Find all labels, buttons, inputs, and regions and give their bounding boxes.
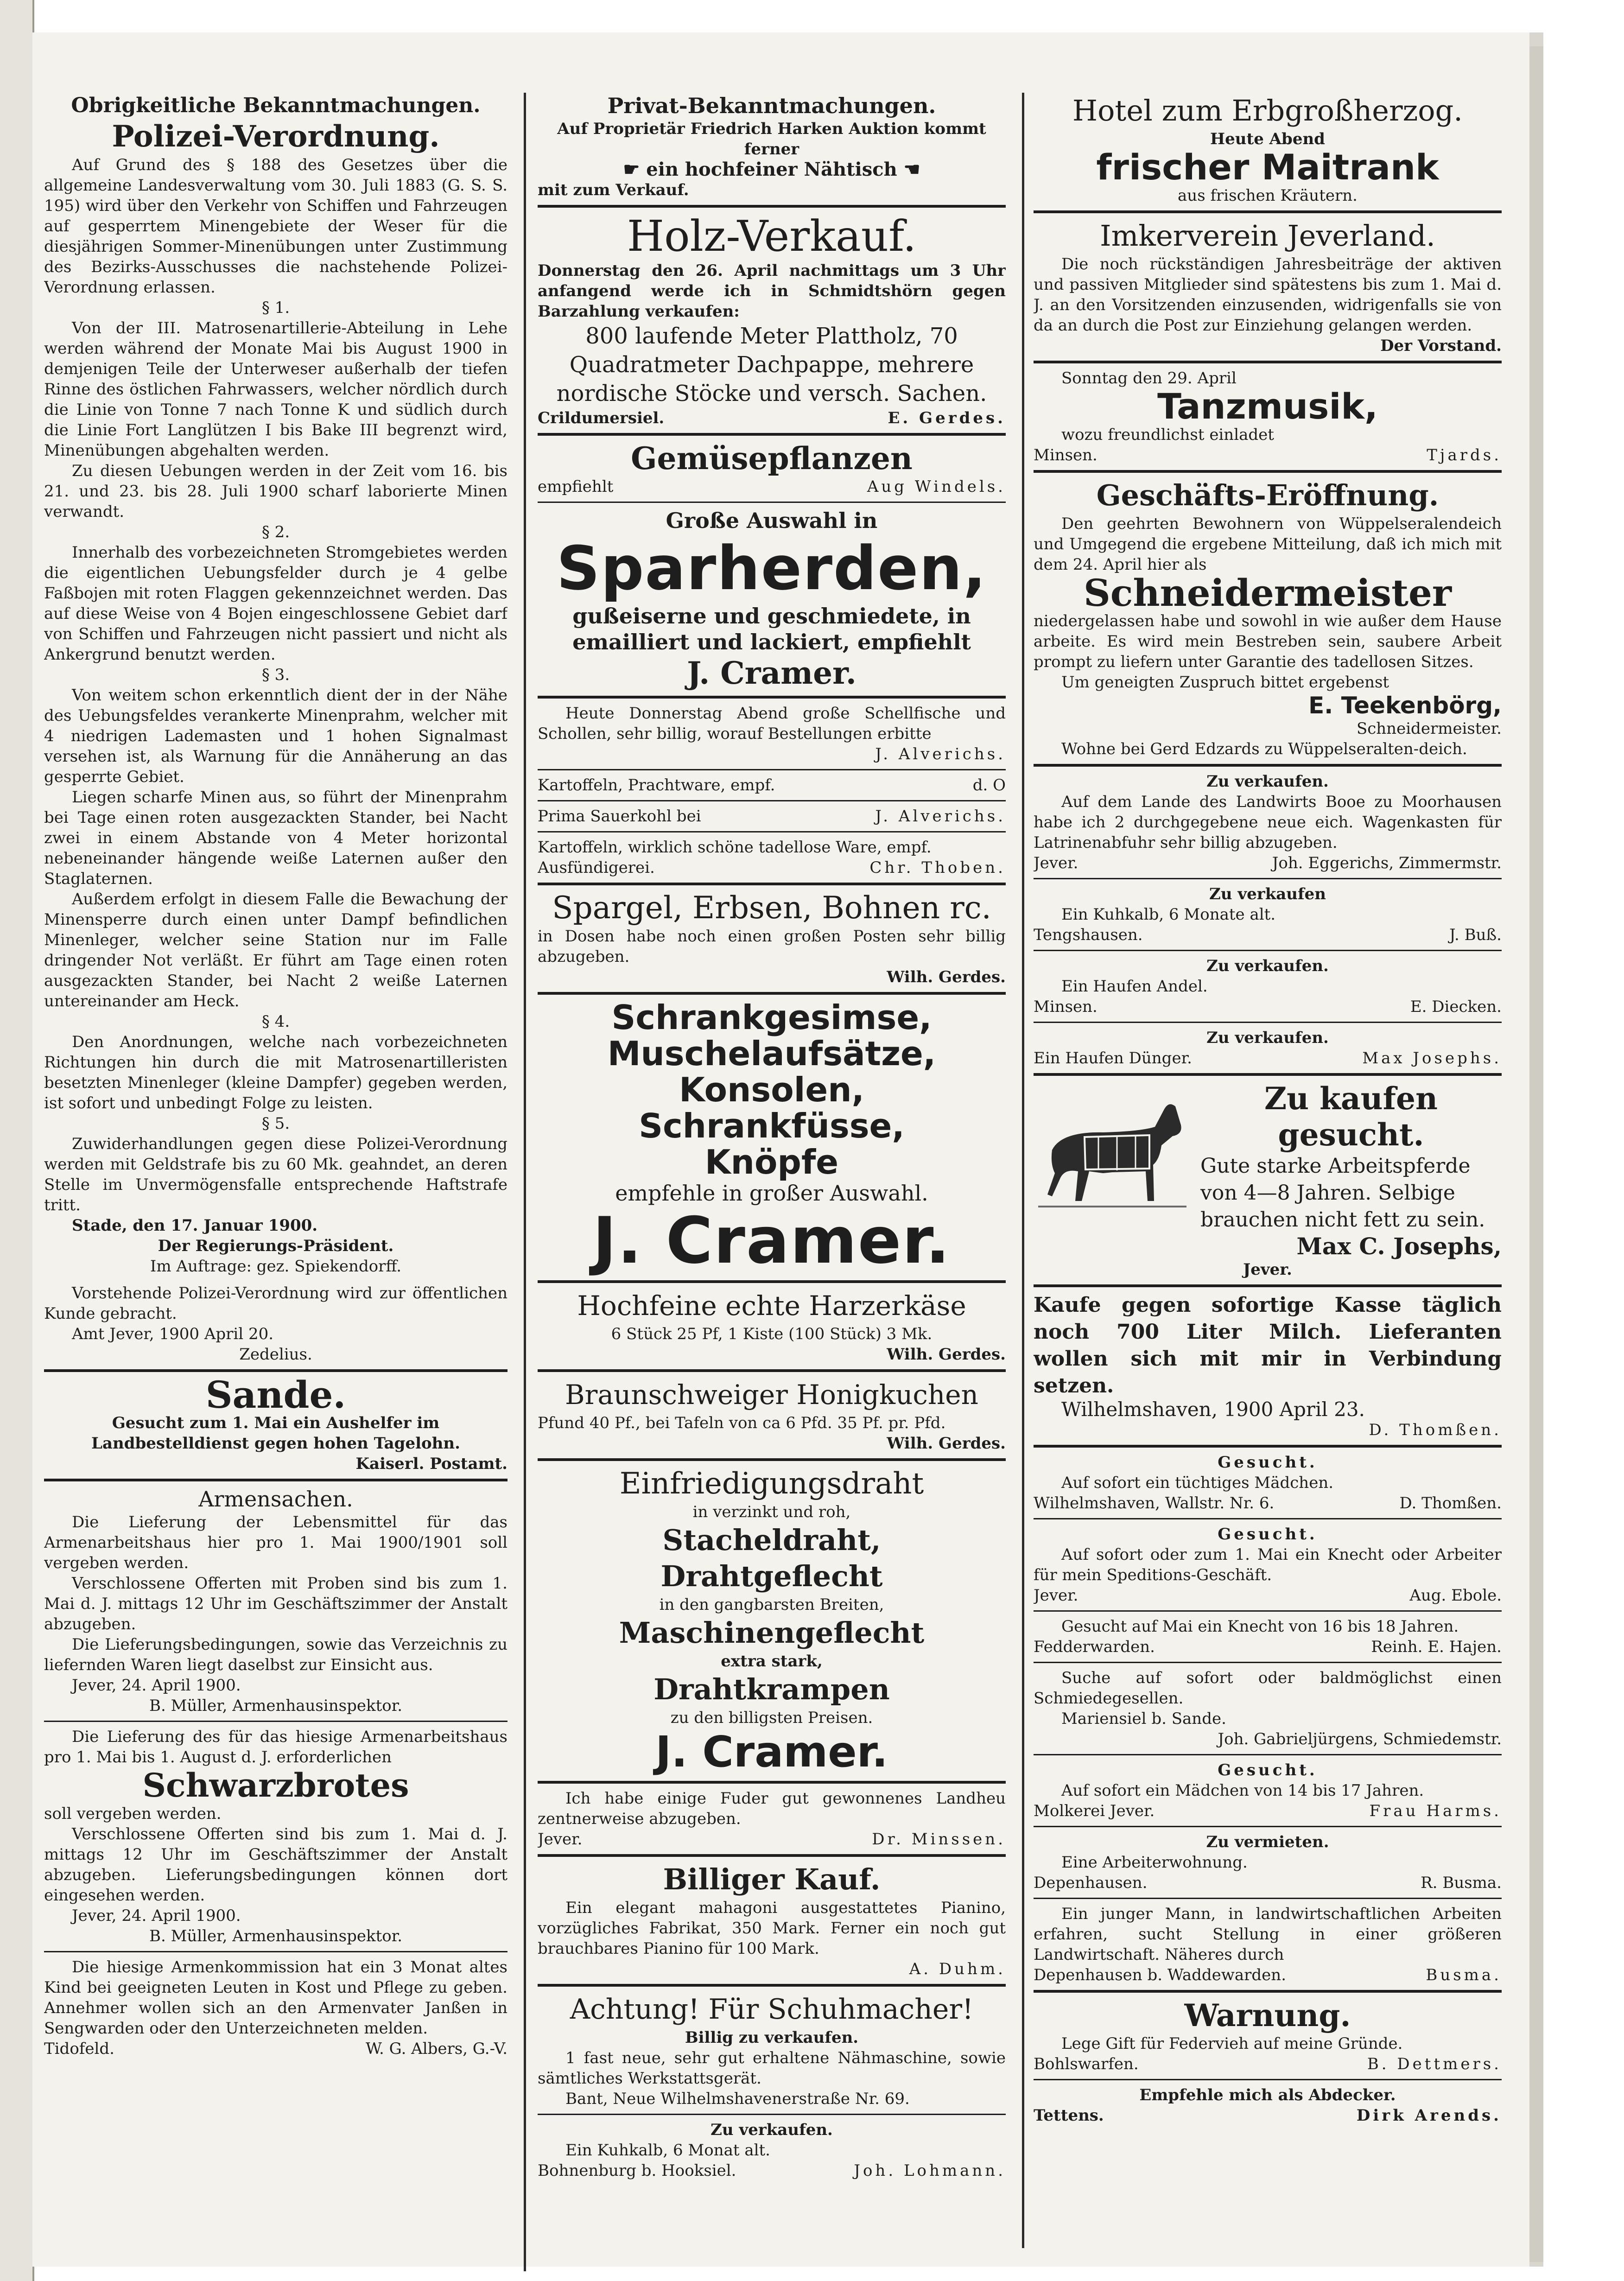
brot-title: Schwarzbrotes	[142, 1766, 409, 1804]
kauf-title: Billiger Kauf.	[663, 1862, 881, 1896]
moebel-line: Konsolen,	[679, 1070, 864, 1109]
brot-text: Verschlossene Offerten sind bis zum 1. Mai d. J. mittags 12 Uhr im Geschäftszimmer der Anstalt abzugeben. Lieferungsbedingungen können dort eingesehen werden.	[44, 1825, 508, 1905]
divider	[44, 1479, 508, 1481]
verk3-title: Zu verkaufen.	[1206, 957, 1329, 975]
geschaeft-text: Den geehrten Bewohnern von Wüppelseralendeich und Umgegend die ergebene Mitteilung, daß ich mich mit dem 24. April hier als	[1034, 515, 1502, 574]
police-note: Vorstehende Polizei-Verordnung wird zur öffentlichen Kunde gebracht.	[44, 1284, 508, 1323]
brot-text: Die Lieferung des für das hiesige Armenarbeitshaus pro 1. Mai bis 1. August d. J. erforderlichen	[44, 1728, 508, 1766]
kuh-text: Ein Kuhkalb, 6 Monat alt.	[565, 2141, 770, 2160]
divider	[1034, 1754, 1502, 1755]
geschaeft-big: Schneidermeister	[1083, 571, 1452, 615]
pferde-text: Gute starke Arbeitspferde von 4—8 Jahren. Selbige brauchen nicht fett zu sein.	[1200, 1154, 1485, 1232]
divider	[1034, 1073, 1502, 1076]
hotel-sub: Heute Abend	[1210, 130, 1325, 148]
divider	[1034, 2079, 1502, 2080]
tanz-top: Sonntag den 29. April	[1061, 369, 1237, 388]
divider	[1034, 1022, 1502, 1023]
column-private	[538, 93, 1006, 2253]
divider	[538, 2114, 1006, 2115]
tanz-sub: wozu freundlichst einladet	[1061, 426, 1274, 444]
schuh-title: Achtung! Für Schuhmacher!	[570, 1993, 974, 2026]
pferde-sig: Max C. Josephs,	[1296, 1233, 1502, 1260]
geschaeft-sig2: Schneidermeister.	[1356, 719, 1502, 738]
police-text: Liegen scharfe Minen aus, so führt der Minenprahm bei Tage einen roten ausgezackten Stander, bei Nacht zwei in einem Abstande von 4 Meter horizontal nebeneinander hängende weiße Laternen außer den Staglaternen.	[44, 788, 508, 888]
gemuese-title: Gemüsepflanzen	[631, 440, 913, 477]
ges4-text: Suche auf sofort oder baldmöglichst einen Schmiedegesellen.	[1034, 1669, 1502, 1708]
brot-sig: B. Müller, Armenhausinspektor.	[149, 1927, 403, 1945]
hotel-title: Hotel zum Erbgroßherzog.	[1072, 94, 1463, 127]
sparherde-title: Sparherden,	[556, 533, 987, 604]
schuh-text: 1 fast neue, sehr gut erhaltene Nähmaschine, sowie sämtliches Werkstattsgerät.	[538, 2049, 1006, 2088]
police-signed: Im Auftrage: gez. Spiekendorff.	[150, 1257, 402, 1276]
draht-line: Maschinengeflecht	[619, 1616, 925, 1650]
police-title: Polizei-Verordnung.	[112, 119, 440, 154]
divider	[1034, 470, 1502, 473]
warnung-title: Warnung.	[1184, 1997, 1351, 2033]
imker-sig: Der Vorstand.	[1380, 337, 1502, 355]
kauf-sig: A. Duhm.	[909, 1960, 1006, 1978]
verk1-signature-row: Jever. Joh. Eggerichs, Zimmermstr.	[1034, 854, 1502, 872]
divider	[538, 800, 1006, 801]
column-official	[44, 93, 508, 2253]
divider	[1034, 764, 1502, 767]
divider	[1034, 210, 1502, 213]
warnung-signature-row: Bohlswarfen. B. Dettmers.	[1034, 2055, 1502, 2073]
ges1-signature-row: Wilhelmshaven, Wallstr. Nr. 6. D. Thomßen.	[1034, 1494, 1502, 1512]
armen-title: Armensachen.	[198, 1487, 353, 1512]
divider	[1034, 1898, 1502, 1899]
divider	[538, 1854, 1006, 1857]
draht-sub: in den gangbarsten Breiten,	[659, 1595, 884, 1614]
kind-sig: W. G. Albers, G.-V.	[366, 2040, 508, 2058]
kauf-text: Ein elegant mahagoni ausgestattetes Pianino, vorzügliches Fabrikat, 350 Mark. Ferner ein noch gut brauchbares Pianino für 100 Mark.	[538, 1899, 1006, 1958]
verk3-signature-row: Minsen. E. Diecken.	[1034, 998, 1502, 1016]
ges5-signature-row: Molkerei Jever. Frau Harms.	[1034, 1802, 1502, 1820]
armen-text: Die Lieferung der Lebensmittel für das Armenarbeitshaus hier pro 1. Mai 1900/1901 soll vergeben werden.	[44, 1513, 508, 1572]
moebel-sub: empfehle in großer Auswahl.	[615, 1181, 928, 1206]
ges5-title: Gesucht.	[1218, 1761, 1318, 1779]
police-amt-sig: Zedelius.	[239, 1345, 312, 1364]
moebel-line: Schrankfüsse,	[639, 1106, 905, 1145]
kuh-signature-row: Bohnenburg b. Hooksiel. Joh. Lohmann.	[538, 2161, 1006, 2180]
column-rule	[1022, 93, 1024, 2248]
gemuese-signature-row: empfiehlt Aug Windels.	[538, 477, 1006, 496]
sauerkohl-row: Prima Sauerkohl bei J. Alverichs.	[538, 807, 1006, 826]
tanz-title: Tanzmusik,	[1157, 386, 1378, 427]
divider	[1034, 878, 1502, 879]
imker-text: Die noch rückständigen Jahresbeiträge der aktiven und passiven Mitglieder sind spätestens bis zum 1. Mai d. J. an den Vorsitzenden einzusenden, widrigenfalls sie von da an durch die Post zur Einziehung gelangen werden.	[1034, 255, 1502, 335]
police-text: Zu diesen Uebungen werden in der Zeit vom 16. bis 21. und 23. bis 28. Juli 1900 scharf laborierte Minen verwandt.	[44, 462, 508, 521]
divider	[538, 769, 1006, 770]
fische-sig: J. Alverichs.	[875, 745, 1006, 763]
section-title: Privat-Bekanntmachungen.	[607, 93, 936, 118]
kartoffeln-row: Kartoffeln, Prachtware, empf. d. O	[538, 776, 1006, 794]
ges2-title: Gesucht.	[1218, 1525, 1318, 1544]
verk1-text: Auf dem Lande des Landwirts Booe zu Moorhausen habe ich 2 durchgegebene neue eich. Wagenkasten für Latrinenabfuhr sehr billig abzugeben.	[1034, 793, 1502, 852]
milch-text: Kaufe gegen sofortige Kasse täglich noch 700 Liter Milch. Lieferanten wollen sich mit mir in Verbindung setzen.	[1034, 1293, 1502, 1398]
kaese-sig: Wilh. Gerdes.	[887, 1345, 1006, 1364]
divider	[1034, 1610, 1502, 1612]
mann-text: Ein junger Mann, in landwirtschaftlichen Arbeiten erfahren, sucht Stellung in einer größeren Landwirtschaft. Näheres durch	[1034, 1905, 1502, 1964]
draht-sig: J. Cramer.	[655, 1727, 888, 1777]
divider	[1034, 1445, 1502, 1448]
verk2-title: Zu verkaufen	[1209, 885, 1326, 903]
draht-sub: extra stark,	[721, 1652, 823, 1671]
page-edge	[1529, 46, 1543, 2262]
divider	[1034, 1284, 1502, 1287]
hotel-big: frischer Maitrank	[1096, 146, 1439, 188]
geschaeft-text: niedergelassen habe und sowohl in wie außer dem Hause arbeite. Es wird mein Bestreben sein, saubere Arbeit prompt zu liefern unter Garantie des tadellosen Sitzes.	[1034, 612, 1502, 671]
honig-title: Braunschweiger Honigkuchen	[565, 1379, 978, 1411]
pointing-hand-icon: ☛	[623, 159, 640, 180]
holz-title: Holz-Verkauf.	[627, 211, 917, 261]
divider	[538, 433, 1006, 436]
divider	[44, 1369, 508, 1372]
police-text: Innerhalb des vorbezeichneten Stromgebietes werden die eigentlichen Uebungsfelder durch je 4 gelbe Faßbojen mit roten Flaggen gekennzeichnet werden. Das auf diese Weise von 4 Bojen eingeschlossene Gebiet darf von Schiffen und Fahrzeugen nicht passiert und nicht als Ankergrund benutzt werden.	[44, 543, 508, 664]
verm-text: Eine Arbeiterwohnung.	[1061, 1853, 1248, 1872]
holz-text: Donnerstag den 26. April nachmittags um 3 Uhr anfangend werde ich in Schmidtshörn gegen Barzahlung verkaufen:	[538, 261, 1006, 321]
dung-signature-row: Jever. Dr. Minssen.	[538, 1830, 1006, 1849]
divider	[1034, 950, 1502, 951]
paragraph-mark: § 5.	[261, 1114, 290, 1133]
divider	[1034, 1990, 1502, 1993]
draht-line: Drahtkrampen	[653, 1672, 890, 1706]
honig-text: Pfund 40 Pf., bei Tafeln von ca 6 Pfd. 35 Pf. pr. Pfd.	[538, 1414, 946, 1432]
paragraph-mark: § 4.	[261, 1012, 290, 1031]
verk2-signature-row: Tengshausen. J. Buß.	[1034, 926, 1502, 944]
ges3-signature-row: Fedderwarden. Reinh. E. Hajen.	[1034, 1638, 1502, 1656]
divider	[1034, 1518, 1502, 1519]
pointing-hand-icon: ☚	[903, 159, 920, 180]
column-rule	[524, 93, 526, 2271]
divider	[538, 883, 1006, 885]
auction-text: mit zum Verkauf.	[538, 181, 689, 199]
divider	[538, 696, 1006, 699]
ges4-place: Mariensiel b. Sande.	[1061, 1709, 1226, 1728]
moebel-sig: J. Cramer.	[592, 1203, 951, 1278]
verk4-signature-row: Ein Haufen Dünger. Max Josephs.	[1034, 1049, 1502, 1067]
divider	[538, 502, 1006, 503]
sparherde-line: emailliert und lackiert, empfiehlt	[572, 629, 971, 654]
paragraph-mark: § 2.	[261, 523, 290, 541]
geschaeft-text: Um geneigten Zuspruch bittet ergebenst	[1061, 673, 1389, 692]
kartoffeln2-text: Kartoffeln, wirklich schöne tadellose Ware, empf.	[538, 838, 932, 857]
section-title: Obrigkeitliche Bekanntmachungen.	[71, 94, 481, 117]
ges2-text: Auf sofort oder zum 1. Mai ein Knecht oder Arbeiter für mein Speditions-Geschäft.	[1034, 1545, 1502, 1584]
geschaeft-text: Wohne bei Gerd Edzards zu Wüppelseralten-deich.	[1061, 740, 1467, 758]
verm-signature-row: Depenhausen. R. Busma.	[1034, 1874, 1502, 1892]
divider	[1034, 361, 1502, 363]
pferde-place: Jever.	[1243, 1260, 1292, 1279]
kind-place: Tidofeld.	[44, 2040, 114, 2058]
draht-sub: zu den billigsten Preisen.	[670, 1709, 873, 1727]
sande-title: Sande.	[205, 1373, 346, 1417]
armen-text: Verschlossene Offerten mit Proben sind bis zum 1. Mai d. J. mittags 12 Uhr im Geschäftszimmer der Anstalt abzugeben.	[44, 1574, 508, 1633]
police-intro: Auf Grund des § 188 des Gesetzes über die allgemeine Landesverwaltung vom 30. Juli 1883 (G. S. S. 195) wird über den Verkehr von Schiffen und Fahrzeugen auf gesperrtem Minengebiete der Weser für die diesjährigen Sommer-Minenübungen unter Zustimmung des Bezirks-Ausschusses die nachstehende Polizei-Verordnung erlassen.	[44, 156, 508, 297]
kaese-text: 6 Stück 25 Pf, 1 Kiste (100 Stück) 3 Mk.	[611, 1325, 933, 1343]
verm-title: Zu vermieten.	[1206, 1833, 1329, 1851]
fische-text: Heute Donnerstag Abend große Schellfische und Schollen, sehr billig, worauf Bestellungen erbitte	[538, 704, 1006, 743]
divider	[538, 1369, 1006, 1372]
sparherde-line: gußeiserne und geschmiedete, in	[572, 604, 971, 629]
police-place-date: Stade, den 17. Januar 1900.	[72, 1216, 318, 1235]
holz-signature-row: Crildumersiel. E. Gerdes.	[538, 409, 1006, 427]
divider	[1034, 1662, 1502, 1663]
draht-line: Stacheldraht,	[662, 1523, 881, 1557]
spargel-text: in Dosen habe noch einen großen Posten sehr billig abzugeben.	[538, 927, 1006, 966]
moebel-line: Schrankgesimse,	[611, 998, 932, 1037]
police-text: Den Anordnungen, welche nach vorbezeichneten Richtungen hin durch die mit Matrosenartilleristen besetzten Minenleger (kleine Dampfer) gegeben werden, ist sofort und unbedingt Folge zu leisten.	[44, 1033, 508, 1112]
kind-text: Die hiesige Armenkommission hat ein 3 Monat altes Kind bei geeigneten Leuten in Kost und Pflege zu geben. Annehmer wollen sich an den Armenvater Janßen in Sengwarden oder den Unterzeichneten melden.	[44, 1958, 508, 2038]
brot-date: Jever, 24. April 1900.	[72, 1906, 241, 1925]
kind-signature-row	[44, 2039, 508, 2059]
imker-title: Imkerverein Jeverland.	[1100, 219, 1435, 253]
abdecker-signature-row: Tettens. Dirk Arends.	[1034, 2106, 1502, 2125]
dung-text: Ich habe einige Fuder gut gewonnenes Landheu zentnerweise abzugeben.	[538, 1789, 1006, 1828]
verk3-text: Ein Haufen Andel.	[1061, 977, 1208, 996]
pferde-ad	[1034, 1080, 1502, 1233]
armen-sig: B. Müller, Armenhausinspektor.	[149, 1696, 403, 1715]
schuh-sub: Billig zu verkaufen.	[685, 2028, 859, 2047]
divider	[538, 1984, 1006, 1987]
police-text: Von weitem schon erkenntlich dient der in der Nähe des Uebungsfeldes verankerte Minenprahm, welcher mit 4 niedrigen Lademasten und 1 hohen Signalmast versehen ist, als Warnung für die Annäherung an das gesperrte Gebiet.	[44, 686, 508, 786]
geschaeft-sig: E. Teekenbörg,	[1308, 692, 1502, 719]
divider	[538, 992, 1006, 995]
divider	[538, 1280, 1006, 1283]
divider	[538, 1458, 1006, 1461]
mann-signature-row: Depenhausen b. Waddewarden. Busma.	[1034, 1966, 1502, 1984]
spargel-title: Spargel, Erbsen, Bohnen rc.	[552, 890, 991, 926]
horse-icon	[1034, 1080, 1191, 1220]
draht-line: Drahtgeflecht	[660, 1559, 883, 1593]
ges1-title: Gesucht.	[1218, 1453, 1318, 1472]
ges5-text: Auf sofort ein Mädchen von 14 bis 17 Jahren.	[1061, 1781, 1424, 1800]
pferde-title: Zu kaufen gesucht.	[1264, 1080, 1438, 1153]
divider	[1034, 1826, 1502, 1827]
column-ads	[1034, 93, 1502, 2253]
brot-text: soll vergeben werden.	[44, 1804, 222, 1823]
verk1-title: Zu verkaufen.	[1206, 772, 1329, 791]
divider	[538, 205, 1006, 208]
milch-sig: D. Thomßen.	[1369, 1421, 1502, 1439]
divider	[44, 1721, 508, 1722]
kuh-title: Zu verkaufen.	[710, 2121, 833, 2139]
paragraph-mark: § 1.	[261, 299, 290, 317]
tanz-signature-row: Minsen. Tjards.	[1034, 446, 1502, 464]
abdecker-text: Empfehle mich als Abdecker.	[1139, 2086, 1396, 2104]
verk4-title: Zu verkaufen.	[1206, 1029, 1329, 1047]
draht-sub: in verzinkt und roh,	[692, 1503, 851, 1521]
hotel-small: aus frischen Kräutern.	[1178, 186, 1358, 205]
divider	[538, 1781, 1006, 1784]
ges4-sig: Joh. Gabrieljürgens, Schmiedemstr.	[1218, 1730, 1502, 1748]
police-amt: Amt Jever, 1900 April 20.	[72, 1325, 274, 1343]
book-spine	[0, 0, 34, 2281]
warnung-text: Lege Gift für Federvieh auf meine Gründe.	[1061, 2034, 1403, 2053]
armen-text: Die Lieferungsbedingungen, sowie das Verzeichnis zu liefernden Waren liegt daselbst zur Einsicht aus.	[44, 1635, 508, 1674]
auction-text: Auf Proprietär Friedrich Harken Auktion kommt ferner	[557, 120, 986, 159]
verk2-text: Ein Kuhkalb, 6 Monate alt.	[1061, 905, 1276, 924]
police-text: Zuwiderhandlungen gegen diese Polizei-Verordnung werden mit Geldstrafe bis zu 60 Mk. geahndet, an deren Stelle im Unvermögensfalle entsprechende Haftstrafe tritt.	[44, 1135, 508, 1214]
divider	[44, 1951, 508, 1952]
sparherde-sig: J. Cramer.	[687, 655, 856, 691]
sparherde-top: Große Auswahl in	[666, 508, 878, 533]
sande-sig: Kaiserl. Postamt.	[355, 1455, 508, 1473]
honig-sig: Wilh. Gerdes.	[887, 1434, 1006, 1453]
milch-date: Wilhelmshaven, 1900 April 23.	[1061, 1398, 1365, 1421]
draht-title: Einfriedigungsdraht	[619, 1467, 924, 1501]
holz-items: 800 laufende Meter Plattholz, 70 Quadratmeter Dachpappe, mehrere nordische Stöcke und versch. Sachen.	[556, 323, 987, 407]
armen-date: Jever, 24. April 1900.	[72, 1676, 241, 1695]
police-authority: Der Regierungs-Präsident.	[158, 1237, 394, 1255]
ges2-signature-row: Jever. Aug. Ebole.	[1034, 1586, 1502, 1605]
moebel-line: Knöpfe	[704, 1143, 839, 1182]
moebel-line: Muschelaufsätze,	[607, 1034, 936, 1073]
kaese-title: Hochfeine echte Harzerkäse	[577, 1290, 966, 1322]
ges3-text: Gesucht auf Mai ein Knecht von 16 bis 18 Jahren.	[1061, 1617, 1459, 1636]
paragraph-mark: § 3.	[261, 666, 290, 684]
police-text: Von der III. Matrosenartillerie-Abteilung in Lehe werden während der Monate Mai bis August 1900 in demjenigen Teile der Unterweser außerhalb der tiefen Rinne des östlichen Fahrwassers, welcher nördlich durch die Linie von Tonne 7 nach Tonne K und südlich durch die Linie Fort Langlützen I bis Bake III begrenzt wird, Minenübungen abgehalten werden.	[44, 319, 508, 460]
geschaeft-title: Geschäfts-Eröffnung.	[1096, 478, 1439, 512]
ges1-text: Auf sofort ein tüchtiges Mädchen.	[1061, 1474, 1334, 1492]
police-text: Außerdem erfolgt in diesem Falle die Bewachung der Minensperre durch einen unter Dampf befindlichen Minenleger, welcher seine Station nur im Falle dringender Not verläßt. Er führt am Tage einen roten ausgezackten Stander, bei Nacht 2 weiße Laternen untereinander am Heck.	[44, 890, 508, 1010]
schuh-addr: Bant, Neue Wilhelmshavenerstraße Nr. 69.	[565, 2090, 910, 2108]
sande-text: Gesucht zum 1. Mai ein Aushelfer im Landbestelldienst gegen hohen Tagelohn.	[91, 1414, 460, 1453]
divider	[538, 831, 1006, 832]
kartoffeln2-row: Ausfündigerei. Chr. Thoben.	[538, 858, 1006, 877]
spargel-sig: Wilh. Gerdes.	[887, 968, 1006, 986]
auction-item: ☛ ein hochfeiner Nähtisch ☚	[623, 159, 920, 180]
